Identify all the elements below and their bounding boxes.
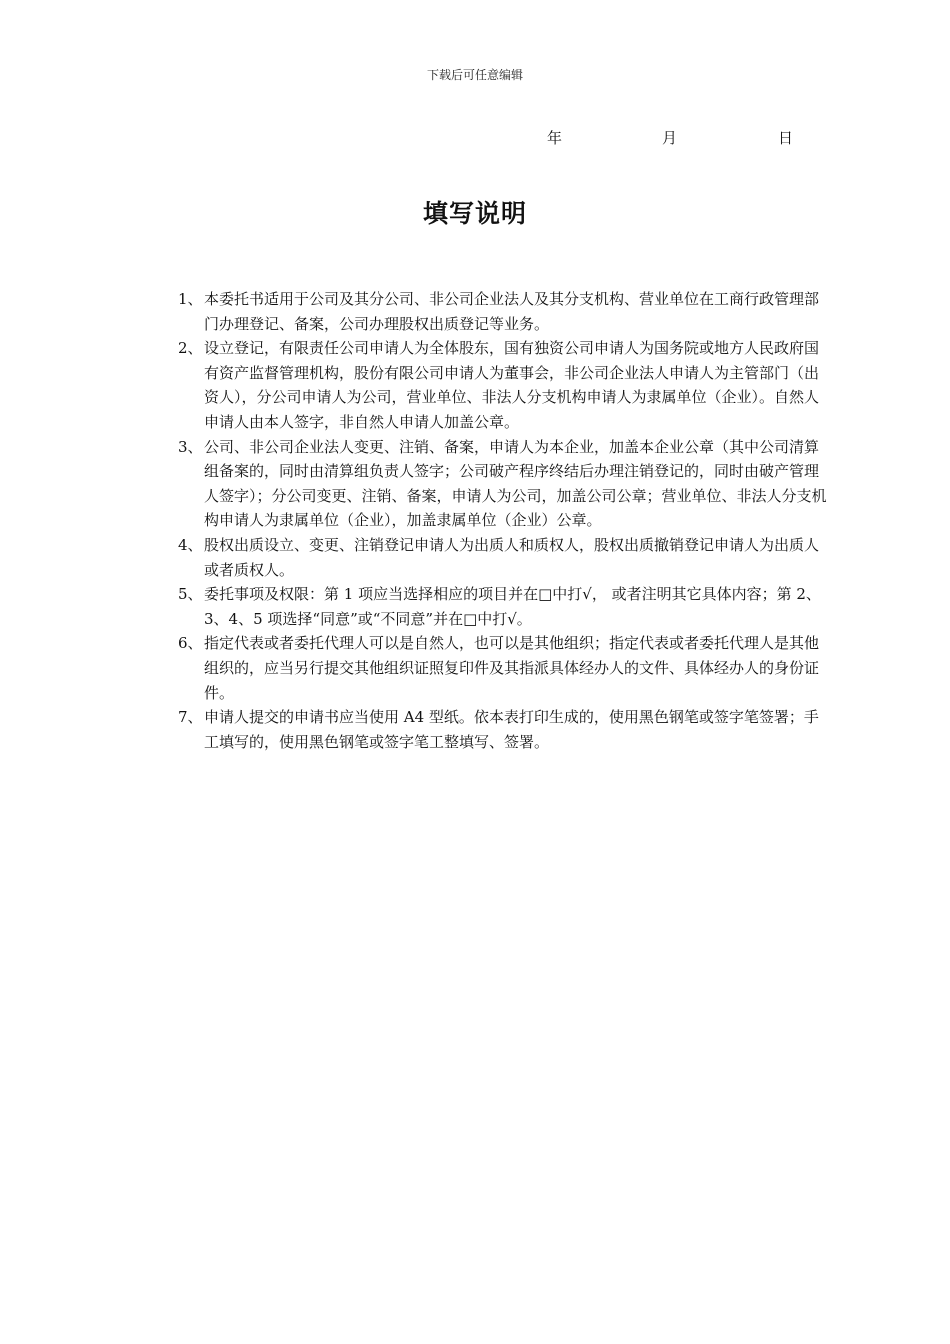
instruction-text: 申请人提交的申请书应当使用 A4 型纸。依本表打印生成的，使用黑色钢笔或签字笔签署；手工填写的，使用黑色钢笔或签字笔工整填写、签署。 bbox=[204, 708, 819, 751]
instruction-number: 1、 bbox=[178, 290, 203, 308]
instruction-item bbox=[178, 533, 828, 582]
instruction-item bbox=[178, 705, 828, 754]
date-line bbox=[0, 127, 950, 147]
instruction-number: 5、 bbox=[178, 585, 203, 604]
date-year-label: 年 bbox=[547, 129, 563, 147]
instruction-item bbox=[178, 336, 828, 434]
instruction-number: 7、 bbox=[178, 708, 203, 727]
header-note: 下载后可任意编辑 bbox=[426, 68, 523, 82]
instruction-text: 本委托书适用于公司及其分公司、非公司企业法人及其分支机构、营业单位在工商行政管理部门办理登记、备案，公司办理股权出质登记等业务。 bbox=[204, 290, 820, 333]
instruction-item bbox=[178, 582, 828, 631]
instruction-list bbox=[178, 287, 828, 754]
instruction-item bbox=[178, 435, 828, 533]
instruction-text: 公司、非公司企业法人变更、注销、备案，申请人为本企业，加盖本企业公章（其中公司清算组备案的，同时由清算组负责人签字；公司破产程序终结后办理注销登记的，同时由破产管理人签字）；分公司变更、注销、备案，申请人为公司，加盖公司公章；营业单位、非法人分支机构申请人为隶属单位（企业），加盖隶属单位（企业）公章。 bbox=[204, 437, 827, 530]
instruction-number: 2、 bbox=[178, 339, 203, 358]
instruction-number: 4、 bbox=[178, 535, 203, 554]
instruction-text: 设立登记，有限责任公司申请人为全体股东，国有独资公司申请人为国务院或地方人民政府国有资产监督管理机构，股份有限公司申请人为董事会，非公司企业法人申请人为主管部门（出资人），分公司申请人为公司，营业单位、非法人分支机构申请人为隶属单位（企业）。自然人申请人由本人签字，非自然人申请人加盖公章。 bbox=[204, 339, 820, 431]
instruction-text: 委托事项及权限：第 1 项应当选择相应的项目并在□中打√， 或者注明其它具体内容；第 2、3、4、5 项选择“同意”或“不同意”并在□中打√。 bbox=[204, 585, 821, 628]
instruction-text: 指定代表或者委托代理人可以是自然人，也可以是其他组织；指定代表或者委托代理人是其他组织的，应当另行提交其他组织证照复印件及其指派具体经办人的文件、具体经办人的身份证件。 bbox=[204, 634, 820, 702]
page-title: 填写说明 bbox=[422, 199, 527, 228]
instruction-item bbox=[178, 287, 828, 336]
date-month-label: 月 bbox=[662, 129, 678, 147]
instruction-number: 3、 bbox=[178, 437, 203, 456]
instruction-number: 6、 bbox=[178, 634, 203, 653]
instruction-item bbox=[178, 631, 828, 705]
date-day-label: 日 bbox=[778, 129, 794, 147]
instruction-text: 股权出质设立、变更、注销登记申请人为出质人和质权人，股权出质撤销登记申请人为出质人或者质权人。 bbox=[204, 535, 820, 579]
